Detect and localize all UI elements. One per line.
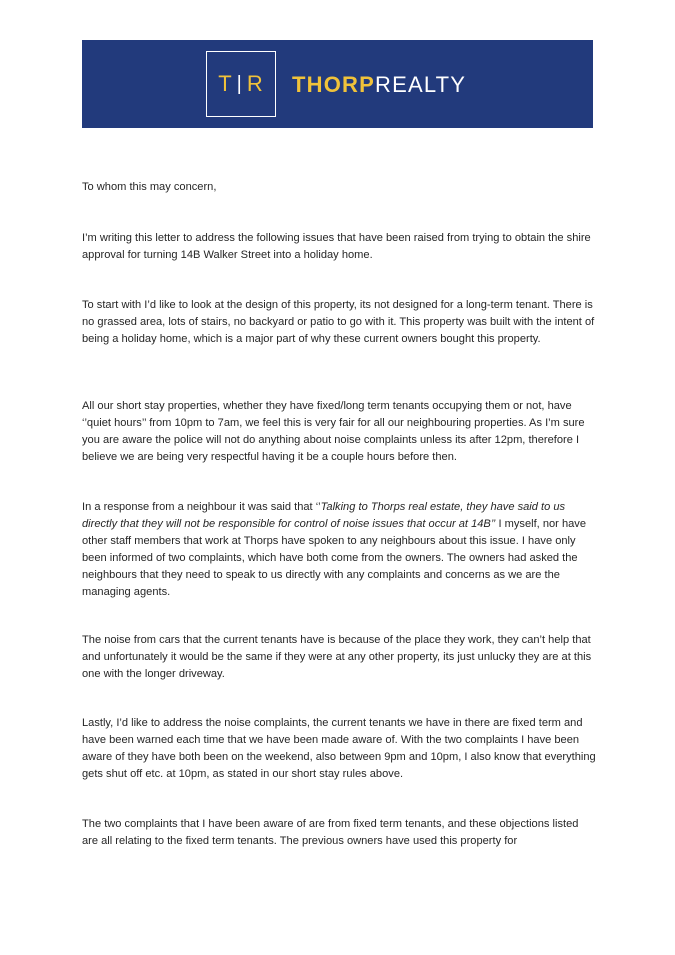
p4-rest: I myself, nor have other staff members that work at Thorps have spoken to any neighbours about this issue. I have only been informed of two complaints, which have both come from the owners. The owners had asked the neighbours that they need to speak to us directly with any complaints and concerns as we are the managing agents. — [82, 518, 586, 598]
brand-name — [292, 72, 466, 98]
p4-intro: In a response from a neighbour it was said that ‘’ — [82, 501, 321, 513]
letter-salutation: To whom this may concern, — [82, 181, 217, 193]
letter-paragraph-7: The two complaints that I have been aware of are from fixed term tenants, and these objections listed are all relating to the fixed term tenants. The previous owners have used this property for — [82, 818, 579, 847]
letter-paragraph-3: All our short stay properties, whether they have fixed/long term tenants occupying them or not, have ‘’quiet hours’’ from 10pm to 7am, we feel this is very fair for all our neighbouring properties. As I’m sure you are aware the police will not do anything about noise complaints unless its after 12pm, therefore I believe we are being very respectful having it be a couple hours before then. — [82, 400, 585, 463]
letter-paragraph-5: The noise from cars that the current tenants have is because of the place they work, they can’t help that and unfortunately it would be the same if they were at any other property, its just unlucky they are at this one with the longer driveway. — [82, 634, 592, 680]
logo-letter-t: T — [218, 71, 233, 96]
logo-letter-r: R — [246, 71, 264, 96]
company-logo — [206, 51, 276, 117]
brand-name-light: REALTY — [375, 72, 467, 97]
header-banner — [82, 40, 593, 128]
letter-paragraph-4 — [82, 499, 597, 601]
letter-paragraph-2: To start with I’d like to look at the design of this property, its not designed for a long-term tenant. There is no grassed area, lots of stairs, no backyard or patio to go with it. This property was built with the intent of being a holiday home, which is a major part of why these current owners bought this property. — [82, 299, 595, 345]
letter-paragraph-1: I’m writing this letter to address the following issues that have been raised from trying to obtain the shire approval for turning 14B Walker Street into a holiday home. — [82, 232, 591, 261]
logo-divider: | — [236, 72, 243, 95]
letter-paragraph-6: Lastly, I’d like to address the noise complaints, the current tenants we have in there are fixed term and have been warned each time that we have been made aware of. With the two complaints I have been aware of they have both been on the weekend, also between 9pm and 10pm, I also know that everything gets shut off etc. at 10pm, as stated in our short stay rules above. — [82, 717, 596, 780]
brand-name-bold: THORP — [292, 72, 375, 97]
p4-quote: Talking to Thorps real estate, they have said to us directly that they will not be responsible for control of noise issues that occur at 14B’’ — [82, 501, 566, 530]
